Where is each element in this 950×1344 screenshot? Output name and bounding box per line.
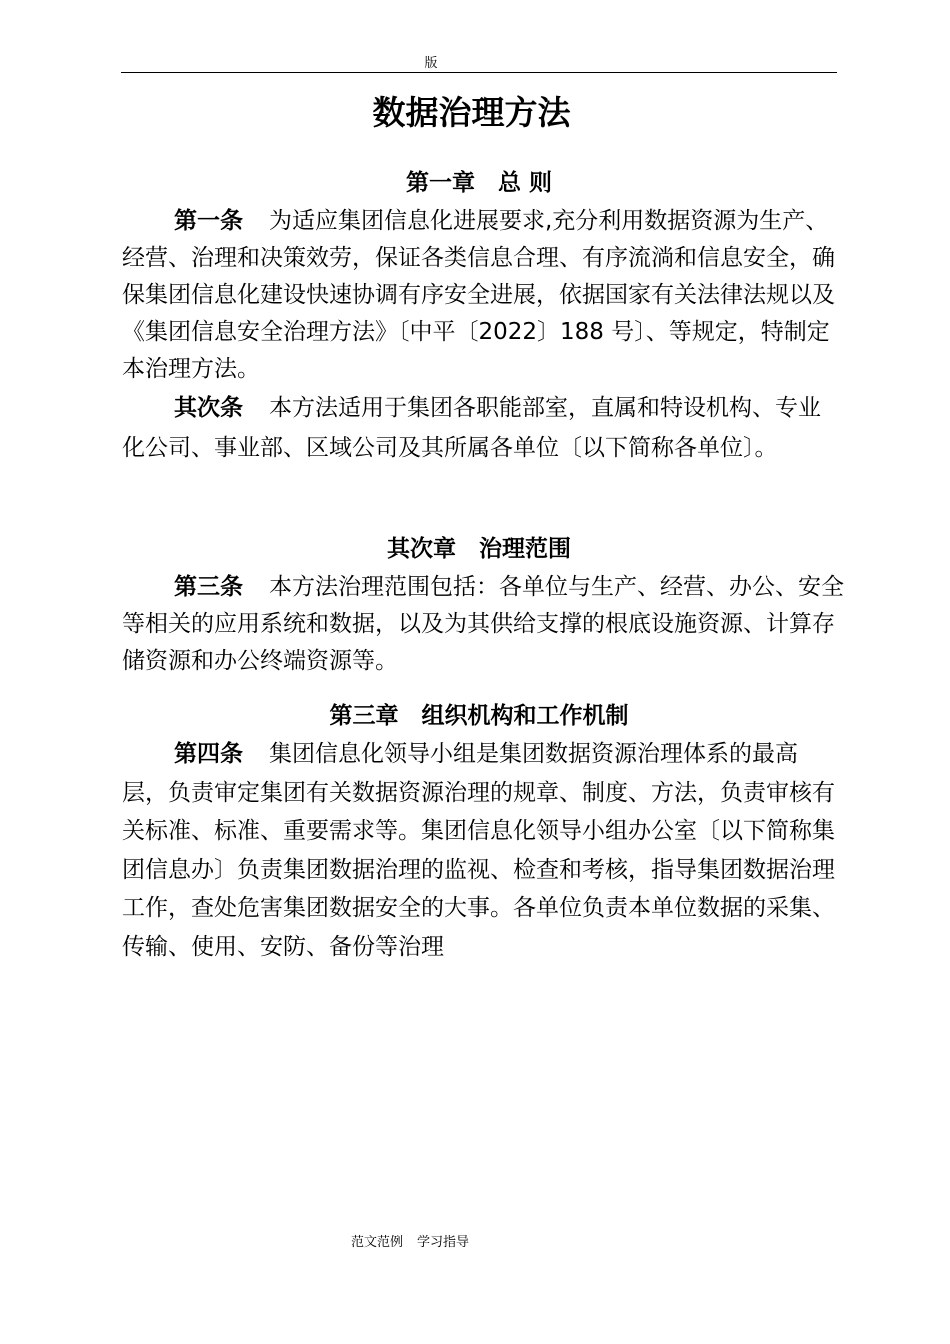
article-4 <box>122 735 842 966</box>
header-rule <box>121 72 837 73</box>
article-text: 集团信息化领导小组是集团数据资源治理体系的最高层，负责审定集团有关数据资源治理的规章、制度、方法，负责审核有关标准、标准、重要需求等。集团信息化领导小组办公室〔以下简称集团信息办〕负责集团数据治理的监视、检查和考核，指导集团数据治理工作，查处危害集团数据安全的大事。各单位负责本单位数据的采集、传输、使用、安防、备份等治理 <box>122 741 835 960</box>
document-title: 数据治理方法 <box>372 93 571 132</box>
article-label: 第四条 <box>174 741 243 767</box>
article-text: 为适应集团信息化进展要求,充分利用数据资源为生产、经营、治理和决策效劳，保证各类信息合理、有序流淌和信息安全，确保集团信息化建设快速协调有序安全进展，依据国家有关法律法规以及《集团信息安全治理方法》〔中平〔2022〕188 号〕、等规定，特制定本治理方法。 <box>122 208 835 382</box>
footer-left-text: 范文范例 <box>350 1235 403 1250</box>
article-text: 本方法治理范围包括：各单位与生产、经营、办公、安全等相关的应用系统和数据，以及为其供给支撑的根底设施资源、计算存储资源和办公终端资源等。 <box>122 574 844 674</box>
chapter-heading-3: 第三章 组织机构和工作机制 <box>329 703 629 729</box>
article-3 <box>122 569 846 680</box>
article-label: 其次条 <box>174 395 243 421</box>
chapter-heading-2: 其次章 治理范围 <box>387 536 571 562</box>
article-label: 第三条 <box>174 574 243 600</box>
article-label: 第一条 <box>174 208 243 234</box>
page-footer <box>0 1234 820 1252</box>
article-1 <box>122 203 842 388</box>
footer-right-text: 学习指导 <box>417 1235 470 1250</box>
article-text: 本方法适用于集团各职能部室，直属和特设机构、专业化公司、事业部、区域公司及其所属各单位〔以下简称各单位〕。 <box>122 395 821 461</box>
article-2 <box>122 388 842 468</box>
chapter-heading-1: 第一章 总 则 <box>405 170 552 196</box>
header-mark: 版 <box>424 56 438 71</box>
